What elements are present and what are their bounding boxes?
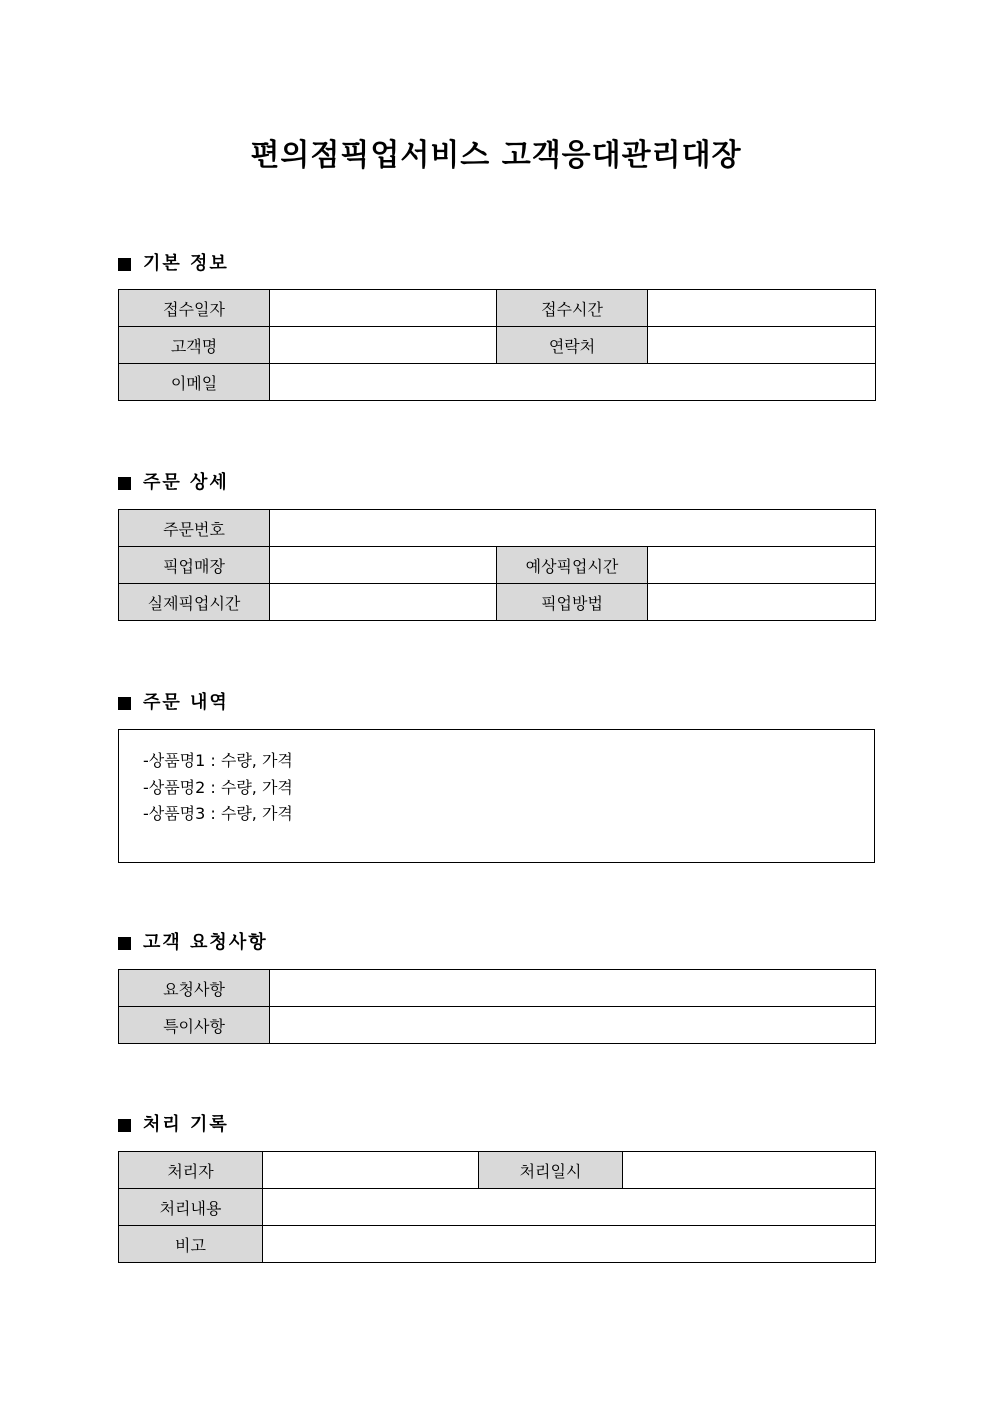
handler-label: 처리자 — [119, 1152, 263, 1189]
special-notes-field[interactable] — [270, 1007, 876, 1044]
order-items-box[interactable] — [118, 729, 875, 863]
table-row — [119, 547, 876, 584]
pickup-store-field[interactable] — [270, 547, 497, 584]
remarks-field[interactable] — [263, 1226, 876, 1263]
square-bullet-icon — [118, 477, 131, 490]
email-label: 이메일 — [119, 364, 270, 401]
remarks-label: 비고 — [119, 1226, 263, 1263]
table-row — [119, 510, 876, 547]
table-row — [119, 290, 876, 327]
request-label: 요청사항 — [119, 970, 270, 1007]
section-heading-text: 주문 상세 — [143, 472, 229, 493]
table-row — [119, 1007, 876, 1044]
section-heading-processing-record — [118, 1112, 229, 1138]
handled-at-label: 처리일시 — [479, 1152, 623, 1189]
list-item: -상품명1 : 수량, 가격 — [143, 751, 293, 770]
table-row — [119, 970, 876, 1007]
section-heading-text: 기본 정보 — [143, 253, 229, 274]
pickup-store-label: 픽업매장 — [119, 547, 270, 584]
order-items-list — [143, 748, 293, 828]
receipt-date-field[interactable] — [270, 290, 497, 327]
contact-field[interactable] — [648, 327, 876, 364]
table-row — [119, 1226, 876, 1263]
customer-name-field[interactable] — [270, 327, 497, 364]
handled-at-field[interactable] — [623, 1152, 876, 1189]
actual-pickup-time-field[interactable] — [270, 584, 497, 621]
basic-info-table — [118, 289, 876, 401]
request-field[interactable] — [270, 970, 876, 1007]
details-label: 처리내용 — [119, 1189, 263, 1226]
expected-pickup-time-label: 예상픽업시간 — [497, 547, 648, 584]
table-row — [119, 327, 876, 364]
table-row — [119, 1152, 876, 1189]
section-heading-basic-info — [118, 251, 229, 277]
table-row — [119, 1189, 876, 1226]
expected-pickup-time-field[interactable] — [648, 547, 876, 584]
customer-name-label: 고객명 — [119, 327, 270, 364]
square-bullet-icon — [118, 697, 131, 710]
section-heading-text: 주문 내역 — [143, 692, 229, 713]
actual-pickup-time-label: 실제픽업시간 — [119, 584, 270, 621]
section-heading-order-items — [118, 690, 229, 716]
square-bullet-icon — [118, 937, 131, 950]
table-row — [119, 584, 876, 621]
section-heading-text: 고객 요청사항 — [143, 932, 268, 953]
receipt-time-field[interactable] — [648, 290, 876, 327]
table-row — [119, 364, 876, 401]
contact-label: 연락처 — [497, 327, 648, 364]
receipt-time-label: 접수시간 — [497, 290, 648, 327]
pickup-method-label: 픽업방법 — [497, 584, 648, 621]
square-bullet-icon — [118, 258, 131, 271]
order-detail-table — [118, 509, 876, 621]
processing-record-table — [118, 1151, 876, 1263]
email-field[interactable] — [270, 364, 876, 401]
special-notes-label: 특이사항 — [119, 1007, 270, 1044]
receipt-date-label: 접수일자 — [119, 290, 270, 327]
list-item: -상품명3 : 수량, 가격 — [143, 804, 293, 823]
order-number-label: 주문번호 — [119, 510, 270, 547]
page-title: 편의점픽업서비스 고객응대관리대장 — [250, 138, 742, 173]
section-heading-text: 처리 기록 — [143, 1114, 229, 1135]
square-bullet-icon — [118, 1119, 131, 1132]
handler-field[interactable] — [263, 1152, 479, 1189]
order-number-field[interactable] — [270, 510, 876, 547]
list-item: -상품명2 : 수량, 가격 — [143, 777, 293, 797]
section-heading-order-detail — [118, 470, 229, 496]
customer-requests-table — [118, 969, 876, 1044]
details-field[interactable] — [263, 1189, 876, 1226]
pickup-method-field[interactable] — [648, 584, 876, 621]
section-heading-customer-requests — [118, 930, 268, 956]
